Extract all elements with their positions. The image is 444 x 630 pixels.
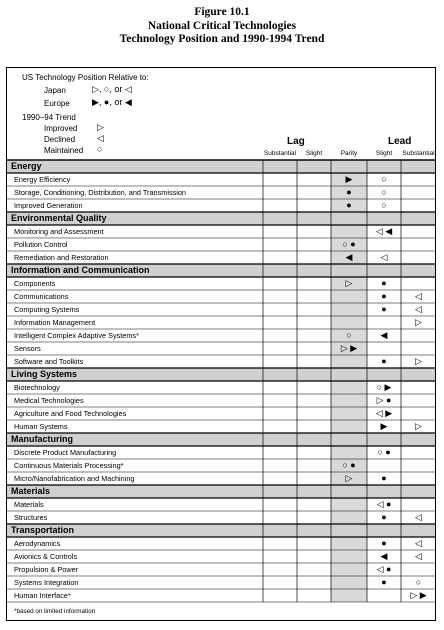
- legend-europe-symbols: ▶, ●, or ◀: [92, 97, 132, 107]
- section-heading: Living Systems: [11, 369, 78, 379]
- column-header-4: Substantial: [402, 150, 435, 157]
- position-symbol: ◁: [415, 512, 422, 522]
- row-label: Sensors: [14, 344, 41, 353]
- row-label: Materials: [14, 500, 44, 509]
- column-header-0: Substantial: [263, 150, 297, 157]
- position-symbol: ◀: [380, 330, 388, 340]
- position-symbol: ▷ ▶: [410, 590, 427, 600]
- position-symbol: ◀: [380, 551, 388, 561]
- row-label: Intelligent Complex Adaptive Systems*: [14, 331, 139, 340]
- row-label: Structures: [14, 513, 48, 522]
- position-symbol: ◁: [415, 291, 422, 301]
- position-symbol: ●: [381, 512, 387, 522]
- position-symbol: ○ ▶: [376, 382, 392, 392]
- position-symbol: ●: [381, 473, 387, 483]
- row-label: Computing Systems: [14, 305, 80, 314]
- legend-position-heading: US Technology Position Relative to:: [22, 73, 149, 82]
- position-symbol: ●: [381, 278, 387, 288]
- row-label: Biotechnology: [14, 383, 60, 392]
- position-symbol: ▷ ●: [376, 395, 392, 405]
- row-label: Medical Technologies: [14, 396, 84, 405]
- legend-maintained-label: Maintained: [44, 146, 84, 155]
- figure-number: Figure 10.1: [194, 6, 250, 18]
- position-symbol: ◁: [380, 252, 388, 262]
- position-symbol: ○ ●: [377, 447, 391, 457]
- position-symbol: ◁: [415, 551, 422, 561]
- row-label: Continuous Materials Processing*: [14, 461, 124, 470]
- position-symbol: ▷ ▶: [340, 343, 358, 353]
- position-symbol: ●: [381, 291, 387, 301]
- position-symbol: ▷: [345, 278, 353, 288]
- section-heading: Manufacturing: [11, 434, 73, 444]
- lag-header: Lag: [287, 136, 305, 147]
- column-header-2: Parity: [340, 150, 358, 157]
- position-symbol: ▷: [415, 421, 422, 431]
- position-symbol: ○ ●: [342, 239, 356, 249]
- section-band: [7, 160, 435, 173]
- position-symbol: ●: [346, 200, 352, 210]
- position-symbol: ●: [381, 304, 387, 314]
- row-label: Storage, Conditioning, Distribution, and Transmission: [14, 188, 186, 197]
- row-label: Components: [14, 279, 56, 288]
- legend-declined-label: Declined: [44, 135, 76, 144]
- position-symbol: ▷: [415, 317, 422, 327]
- position-symbol: ○: [346, 330, 352, 340]
- row-label: Propulsion & Power: [14, 565, 79, 574]
- legend-japan-symbols: ▷, ○, or ◁: [92, 84, 132, 94]
- position-symbol: ◁: [415, 538, 422, 548]
- row-label: Agriculture and Food Technologies: [14, 409, 127, 418]
- legend-europe-label: Europe: [44, 99, 70, 108]
- position-symbol: ●: [381, 577, 387, 587]
- figure-subtitle: Technology Position and 1990-1994 Trend: [119, 33, 325, 45]
- position-symbol: ●: [381, 356, 387, 366]
- position-symbol: ●: [346, 187, 352, 197]
- row-label: Human Interface*: [14, 591, 71, 600]
- row-label: Pollution Control: [14, 240, 68, 249]
- row-label: Avionics & Controls: [14, 552, 78, 561]
- position-symbol: ○: [381, 187, 387, 197]
- section-band: [7, 485, 435, 498]
- row-label: Improved Generation: [14, 201, 83, 210]
- position-symbol: ○ ●: [342, 460, 356, 470]
- position-symbol: ●: [381, 538, 387, 548]
- section-heading: Materials: [11, 486, 51, 496]
- position-symbol: ▷: [415, 356, 422, 366]
- position-symbol: ▶: [345, 174, 353, 184]
- legend-improved-symbol: ▷: [97, 122, 104, 132]
- row-label: Communications: [14, 292, 69, 301]
- position-symbol: ◁ ●: [376, 499, 392, 509]
- row-label: Software and Toolkits: [14, 357, 84, 366]
- row-label: Aerodynamics: [14, 539, 61, 548]
- row-label: Monitoring and Assessment: [14, 227, 104, 236]
- footnote: *based on limited information: [14, 608, 96, 615]
- position-symbol: ◁: [415, 304, 422, 314]
- section-heading: Environmental Quality: [11, 213, 107, 223]
- lead-header: Lead: [388, 136, 412, 147]
- position-symbol: ○: [415, 577, 422, 587]
- section-heading: Information and Communication: [11, 265, 150, 275]
- figure-name: National Critical Technologies: [147, 19, 297, 32]
- legend-improved-label: Improved: [44, 124, 78, 133]
- legend-declined-symbol: ◁: [97, 133, 104, 143]
- row-label: Remediation and Restoration: [14, 253, 109, 262]
- position-symbol: ◁ ▶: [375, 408, 393, 418]
- position-symbol: ◁ ◀: [375, 226, 393, 236]
- position-symbol: ○: [381, 200, 387, 210]
- position-symbol: ▶: [380, 421, 388, 431]
- row-label: Information Management: [14, 318, 96, 327]
- row-label: Discrete Product Manufacturing: [14, 448, 117, 457]
- row-label: Energy Efficiency: [14, 175, 71, 184]
- legend-maintained-symbol: ○: [97, 144, 103, 154]
- position-symbol: ◁ ●: [376, 564, 392, 574]
- row-label: Human Systems: [14, 422, 68, 431]
- legend-trend-heading: 1990–94 Trend: [22, 113, 76, 122]
- section-heading: Energy: [11, 161, 42, 171]
- position-symbol: ○: [381, 174, 387, 184]
- position-symbol: ▷: [345, 473, 353, 483]
- row-label: Micro/Nanofabrication and Machining: [14, 474, 135, 483]
- position-symbol: ◀: [345, 252, 353, 262]
- legend-japan-label: Japan: [44, 86, 66, 95]
- column-header-3: Slight: [375, 150, 393, 157]
- column-header-1: Slight: [305, 150, 323, 157]
- section-heading: Transportation: [11, 525, 75, 535]
- row-label: Systems Integration: [14, 578, 79, 587]
